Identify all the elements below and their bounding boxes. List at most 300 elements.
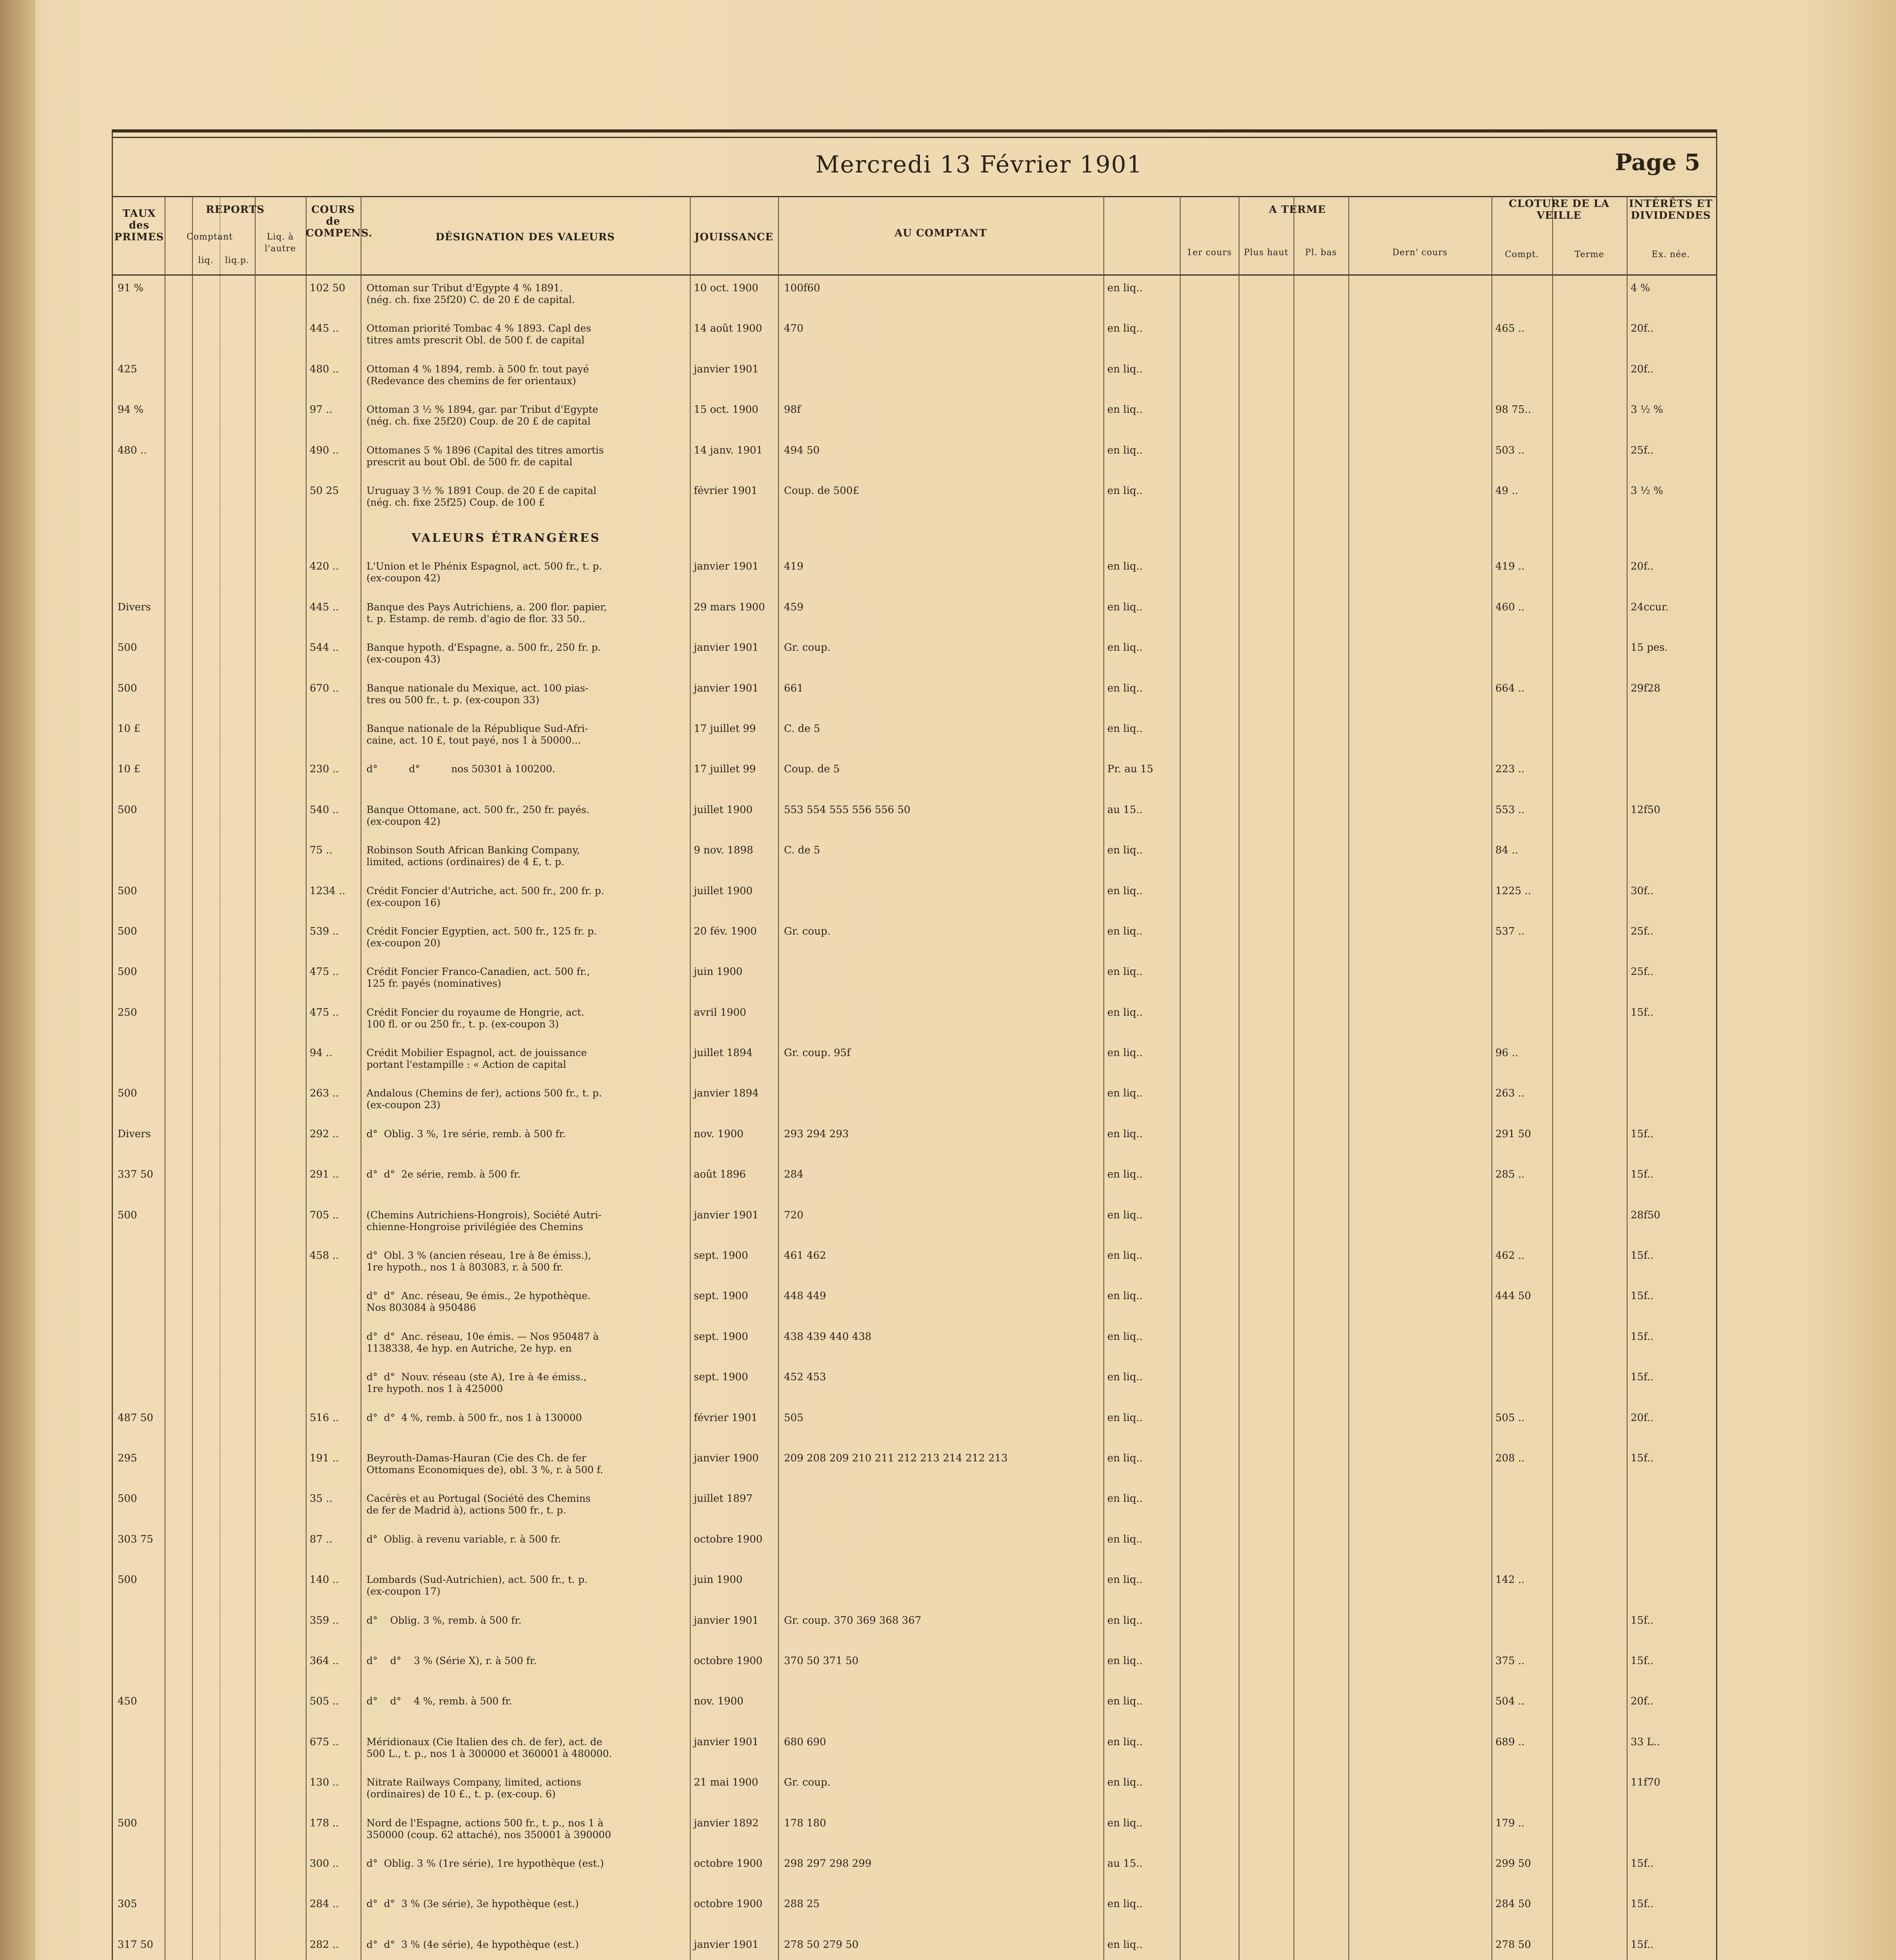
- row-jouissance: juillet 1900: [694, 885, 753, 897]
- row-cours: 130 ..: [310, 1777, 339, 1789]
- header-terme: Terme: [1575, 250, 1604, 260]
- row-cloture-compt: 419 ..: [1495, 561, 1525, 573]
- row-terme-label: en liq..: [1107, 1777, 1143, 1789]
- row-cours: 75 ..: [310, 844, 332, 857]
- table-row: [0, 1452, 1654, 1475]
- row-jouissance: juin 1900: [694, 966, 743, 978]
- row-dividende: 15f..: [1631, 1655, 1654, 1667]
- row-terme-label: en liq..: [1107, 1452, 1143, 1464]
- row-designation: Crédit Foncier Franco-Canadien, act. 500 fr., 125 fr. payés (nominatives): [366, 966, 590, 989]
- row-comptant: 419: [784, 561, 804, 573]
- table-row: [0, 763, 1604, 775]
- row-comptant: 459: [784, 601, 804, 613]
- row-designation: Crédit Foncier Egyptien, act. 500 fr., 125 fr. p. (ex-coupon 20): [366, 925, 597, 949]
- row-jouissance: octobre 1900: [694, 1655, 763, 1667]
- row-terme-label: Pr. au 15: [1107, 763, 1154, 775]
- row-terme-label: en liq..: [1107, 642, 1143, 654]
- row-cloture-compt: 465 ..: [1495, 323, 1525, 335]
- row-cloture-compt: 537 ..: [1495, 925, 1525, 937]
- row-designation: Banque hypoth. d'Espagne, a. 500 fr., 250 fr. p. (ex-coupon 43): [366, 642, 601, 665]
- row-designation: Ottoman sur Tribut d'Egypte 4 % 1891. (nég. ch. fixe 25f20) C. de 20 £ de capital.: [366, 282, 575, 305]
- table-row: [0, 282, 1650, 305]
- row-dividende: 30f..: [1631, 885, 1654, 897]
- header-taux: TAUX des PRIMES: [114, 208, 164, 243]
- row-jouissance: janvier 1901: [694, 1736, 759, 1748]
- row-cloture-compt: 375 ..: [1495, 1655, 1525, 1667]
- row-cloture-compt: 98 75..: [1495, 404, 1531, 416]
- row-terme-label: en liq..: [1107, 1655, 1143, 1667]
- row-cours: 475 ..: [310, 966, 339, 978]
- row-designation: Andalous (Chemins de fer), actions 500 fr., t. p. (ex-coupon 23): [366, 1087, 602, 1111]
- row-cours: 445 ..: [310, 601, 339, 613]
- row-taux: 500: [118, 1209, 137, 1221]
- row-comptant: Coup. de 500£: [784, 485, 859, 497]
- row-comptant: Gr. coup. 95f: [784, 1047, 851, 1059]
- row-jouissance: juillet 1897: [694, 1493, 753, 1505]
- row-designation: d° d° Anc. réseau, 10e émis. — Nos 950487 à 1138338, 4e hyp. en Autriche, 2e hyp. en: [366, 1330, 599, 1354]
- row-terme-label: en liq..: [1107, 885, 1143, 897]
- row-comptant: 293 294 293: [784, 1128, 849, 1140]
- row-comptant: 553 554 555 556 556 50: [784, 804, 911, 816]
- row-comptant: 461 462: [784, 1250, 826, 1262]
- row-taux: 500: [118, 682, 137, 694]
- row-designation: Nord de l'Espagne, actions 500 fr., t. p., nos 1 à 350000 (coup. 62 attaché), nos 350001 à 390000: [366, 1817, 611, 1840]
- row-terme-label: en liq..: [1107, 1412, 1143, 1424]
- row-terme-label: en liq..: [1107, 1087, 1143, 1100]
- row-taux: 91 %: [118, 282, 144, 294]
- row-designation: Méridionaux (Cie Italien des ch. de fer), act. de 500 L., t. p., nos 1 à 300000 et 360001 à 480000.: [366, 1736, 612, 1759]
- row-cloture-compt: 505 ..: [1495, 1412, 1525, 1424]
- row-jouissance: sept. 1900: [694, 1250, 748, 1262]
- row-terme-label: en liq..: [1107, 404, 1143, 416]
- row-jouissance: janvier 1901: [694, 642, 759, 654]
- row-terme-label: en liq..: [1107, 1209, 1143, 1221]
- row-cours: 705 ..: [310, 1209, 339, 1221]
- row-designation: Banque Ottomane, act. 500 fr., 250 fr. payés. (ex-coupon 42): [366, 804, 590, 827]
- table-row: [0, 1209, 1660, 1232]
- running-header-date: Mercredi 13 Février 1901: [815, 151, 1143, 178]
- row-terme-label: en liq..: [1107, 1574, 1143, 1586]
- row-cloture-compt: 49 ..: [1495, 485, 1518, 497]
- table-row: [0, 1087, 1604, 1111]
- row-dividende: 15f..: [1631, 1330, 1654, 1343]
- row-designation: Lombards (Sud-Autrichien), act. 500 fr., t. p. (ex-coupon 17): [366, 1574, 588, 1597]
- row-designation: d° d° 3 % (4e série), 4e hypothèque (est.): [366, 1938, 579, 1950]
- row-dividende: 24ccur.: [1631, 601, 1669, 613]
- row-comptant: 178 180: [784, 1817, 826, 1829]
- row-taux: 500: [118, 1087, 137, 1100]
- row-cours: 675 ..: [310, 1736, 339, 1748]
- row-terme-label: en liq..: [1107, 1169, 1143, 1181]
- row-cloture-compt: 142 ..: [1495, 1574, 1525, 1586]
- row-jouissance: nov. 1900: [694, 1695, 744, 1708]
- row-comptant: 505: [784, 1412, 804, 1424]
- row-dividende: 15f..: [1631, 1857, 1654, 1869]
- row-terme-label: en liq..: [1107, 444, 1143, 456]
- row-jouissance: sept. 1900: [694, 1290, 748, 1302]
- row-taux: 295: [118, 1452, 137, 1464]
- row-comptant: 680 690: [784, 1736, 826, 1748]
- row-cours: 475 ..: [310, 1006, 339, 1018]
- table-row: [0, 682, 1660, 706]
- row-jouissance: février 1901: [694, 485, 758, 497]
- row-designation: Robinson South African Banking Company, limited, actions (ordinaires) de 4 £, t. p.: [366, 844, 580, 868]
- header-rule-top: [112, 196, 1716, 197]
- row-cours: 364 ..: [310, 1655, 339, 1667]
- row-cours: 191 ..: [310, 1452, 339, 1464]
- row-dividende: 20f..: [1631, 323, 1654, 335]
- row-cloture-compt: 179 ..: [1495, 1817, 1525, 1829]
- row-comptant: 494 50: [784, 444, 820, 456]
- row-dividende: 15f..: [1631, 1614, 1654, 1626]
- row-cours: 544 ..: [310, 642, 339, 654]
- row-cours: 263 ..: [310, 1087, 339, 1100]
- row-terme-label: en liq..: [1107, 1736, 1143, 1748]
- row-dividende: 15f..: [1631, 1006, 1654, 1018]
- row-taux: Divers: [118, 1128, 151, 1140]
- row-terme-label: en liq..: [1107, 722, 1143, 735]
- row-jouissance: 29 mars 1900: [694, 601, 765, 613]
- row-taux: 425: [118, 363, 137, 375]
- row-cloture-compt: 84 ..: [1495, 844, 1518, 857]
- row-dividende: 25f..: [1631, 966, 1654, 978]
- row-terme-label: au 15..: [1107, 804, 1143, 816]
- row-terme-label: en liq..: [1107, 1128, 1143, 1140]
- row-cours: 284 ..: [310, 1898, 339, 1910]
- row-jouissance: octobre 1900: [694, 1857, 763, 1869]
- section-title: VALEURS ÉTRANGÈRES: [412, 531, 601, 545]
- row-cours: 516 ..: [310, 1412, 339, 1424]
- row-cours: 445 ..: [310, 323, 339, 335]
- row-taux: 250: [118, 1006, 137, 1018]
- row-taux: 500: [118, 642, 137, 654]
- row-dividende: 20f..: [1631, 363, 1654, 375]
- row-cloture-compt: 504 ..: [1495, 1695, 1525, 1708]
- row-jouissance: août 1896: [694, 1169, 746, 1181]
- row-cours: 230 ..: [310, 763, 339, 775]
- row-taux: 500: [118, 885, 137, 897]
- header-ex: Ex. née.: [1651, 250, 1690, 260]
- header-cloture: CLOTURE DE LA VEILLE: [1509, 198, 1609, 221]
- row-cloture-compt: 553 ..: [1495, 804, 1525, 816]
- row-cloture-compt: 208 ..: [1495, 1452, 1525, 1464]
- row-cloture-compt: 299 50: [1495, 1857, 1531, 1869]
- row-comptant: 720: [784, 1209, 804, 1221]
- row-terme-label: en liq..: [1107, 1938, 1143, 1951]
- row-cours: 670 ..: [310, 682, 339, 694]
- row-designation: d° d° 4 %, remb. à 500 fr., nos 1 à 130000: [366, 1412, 582, 1423]
- row-designation: Nitrate Railways Company, limited, actions (ordinaires) de 10 £., t. p. (ex-coup. 6): [366, 1777, 582, 1800]
- row-comptant: 470: [784, 323, 804, 335]
- header-designation: DÉSIGNATION DES VALEURS: [435, 231, 615, 243]
- row-designation: d° d° nos 50301 à 100200.: [366, 763, 555, 775]
- row-jouissance: janvier 1901: [694, 363, 759, 375]
- row-cours: 1234 ..: [310, 885, 345, 897]
- row-cours: 359 ..: [310, 1614, 339, 1626]
- row-cours: 102 50: [310, 282, 345, 294]
- row-designation: Ottomanes 5 % 1896 (Capital des titres amortis prescrit au bout Obl. de 500 fr. de capital: [366, 444, 604, 468]
- table-row: [0, 1128, 1654, 1140]
- row-terme-label: en liq..: [1107, 282, 1143, 294]
- row-jouissance: 14 août 1900: [694, 323, 762, 335]
- row-cloture-compt: 689 ..: [1495, 1736, 1525, 1748]
- row-designation: Ottoman 4 % 1894, remb. à 500 fr. tout payé (Redevance des chemins de fer orientaux): [366, 363, 589, 387]
- row-dividende: 20f..: [1631, 1695, 1654, 1708]
- row-jouissance: 9 nov. 1898: [694, 844, 753, 857]
- row-comptant: 370 50 371 50: [784, 1655, 859, 1667]
- row-comptant: 438 439 440 438: [784, 1330, 872, 1343]
- row-taux: 10 £: [118, 722, 140, 735]
- row-jouissance: janvier 1901: [694, 1614, 759, 1626]
- row-cours: 140 ..: [310, 1574, 339, 1586]
- row-taux: 337 50: [118, 1169, 153, 1181]
- row-taux: 500: [118, 925, 137, 937]
- row-taux: 500: [118, 804, 137, 816]
- row-comptant: C. de 5: [784, 722, 820, 735]
- row-jouissance: 10 oct. 1900: [694, 282, 758, 294]
- row-designation: (Chemins Autrichiens-Hongrois), Société Autri- chienne-Hongroise privilégiée des Chemins: [366, 1209, 602, 1232]
- row-comptant: 452 453: [784, 1371, 826, 1383]
- row-designation: Cacérès et au Portugal (Société des Chemins de fer de Madrid à), actions 500 fr., t. p.: [366, 1493, 591, 1516]
- row-designation: Banque nationale du Mexique, act. 100 pias- tres ou 500 fr., t. p. (ex-coupon 33): [366, 682, 589, 706]
- row-designation: Uruguay 3 ½ % 1891 Coup. de 20 £ de capital (nég. ch. fixe 25f25) Coup. de 100 £: [366, 485, 597, 508]
- row-terme-label: en liq..: [1107, 561, 1143, 573]
- row-comptant: 298 297 298 299: [784, 1857, 872, 1869]
- row-jouissance: janvier 1901: [694, 561, 759, 573]
- row-jouissance: sept. 1900: [694, 1371, 748, 1383]
- row-cloture-compt: 223 ..: [1495, 763, 1525, 775]
- row-comptant: C. de 5: [784, 844, 820, 857]
- row-dividende: 29f28: [1631, 682, 1660, 694]
- row-taux: 500: [118, 966, 137, 978]
- row-terme-label: en liq..: [1107, 1493, 1143, 1505]
- row-dividende: 15f..: [1631, 1169, 1654, 1181]
- row-cours: 420 ..: [310, 561, 339, 573]
- row-dividende: 12f50: [1631, 804, 1660, 816]
- header-liq-p: liq.p.: [225, 256, 250, 265]
- row-terme-label: au 15..: [1107, 1857, 1143, 1869]
- row-dividende: 15 pes.: [1631, 642, 1668, 654]
- table-row: [0, 1695, 1654, 1708]
- row-comptant: 448 449: [784, 1290, 826, 1302]
- row-dividende: 15f..: [1631, 1290, 1654, 1302]
- table-row: [0, 844, 1604, 868]
- row-dividende: 15f..: [1631, 1371, 1654, 1383]
- row-comptant: 278 50 279 50: [784, 1938, 859, 1951]
- row-designation: d° Oblig. 3 %, remb. à 500 fr.: [366, 1614, 522, 1626]
- row-comptant: 98f: [784, 404, 801, 416]
- row-terme-label: en liq..: [1107, 1371, 1143, 1383]
- row-jouissance: avril 1900: [694, 1006, 746, 1018]
- row-comptant: 209 208 209 210 211 212 213 214 212 213: [784, 1452, 1008, 1464]
- row-designation: d° Obl. 3 % (ancien réseau, 1re à 8e émiss.), 1re hypoth., nos 1 à 803083, r. à 500 fr.: [366, 1250, 591, 1273]
- row-comptant: 288 25: [784, 1898, 820, 1910]
- row-cloture-compt: 278 50: [1495, 1938, 1531, 1951]
- row-dividende: 3 ½ %: [1631, 485, 1663, 497]
- row-designation: Beyrouth-Damas-Hauran (Cie des Ch. de fer Ottomans Economiques de), obl. 3 %, r. à 500 f.: [366, 1452, 603, 1475]
- row-designation: d° d° 2e série, remb. à 500 fr.: [366, 1169, 521, 1180]
- row-cours: 458 ..: [310, 1250, 339, 1262]
- row-taux: 500: [118, 1817, 137, 1829]
- row-terme-label: en liq..: [1107, 1614, 1143, 1626]
- row-designation: Crédit Foncier d'Autriche, act. 500 fr., 200 fr. p. (ex-coupon 16): [366, 885, 604, 908]
- row-terme-label: en liq..: [1107, 844, 1143, 857]
- header-cours: COURS de COMPENS.: [306, 204, 373, 239]
- row-cours: 50 25: [310, 485, 339, 497]
- row-dividende: 25f..: [1631, 925, 1654, 937]
- row-taux: 303 75: [118, 1533, 153, 1545]
- row-jouissance: nov. 1900: [694, 1128, 744, 1140]
- binding-spine: [0, 0, 35, 1960]
- row-terme-label: en liq..: [1107, 1006, 1143, 1018]
- row-terme-label: en liq..: [1107, 1250, 1143, 1262]
- row-jouissance: janvier 1901: [694, 1938, 759, 1951]
- row-terme-label: en liq..: [1107, 682, 1143, 694]
- header-dernier-cours: Dern' cours: [1392, 248, 1448, 258]
- page-number: Page 5: [1615, 149, 1700, 176]
- table-row: [0, 1736, 1660, 1759]
- row-jouissance: 21 mai 1900: [694, 1777, 758, 1789]
- row-jouissance: juillet 1894: [694, 1047, 753, 1059]
- row-designation: L'Union et le Phénix Espagnol, act. 500 fr., t. p. (ex-coupon 42): [366, 561, 602, 584]
- row-jouissance: sept. 1900: [694, 1330, 748, 1343]
- row-cours: 97 ..: [310, 404, 332, 416]
- header-premier-cours: 1er cours: [1187, 248, 1232, 258]
- row-taux: Divers: [118, 601, 151, 613]
- row-cloture-compt: 462 ..: [1495, 1250, 1525, 1262]
- row-jouissance: juillet 1900: [694, 804, 753, 816]
- row-comptant: Gr. coup. 370 369 368 367: [784, 1614, 922, 1626]
- row-designation: Crédit Mobilier Espagnol, act. de jouissance portant l'estampille : « Action de capital: [366, 1047, 587, 1071]
- row-terme-label: en liq..: [1107, 1533, 1143, 1545]
- row-taux: 317 50: [118, 1938, 153, 1951]
- row-taux: 305: [118, 1898, 137, 1910]
- header-au-comptant: AU COMPTANT: [894, 227, 987, 239]
- row-designation: d° d° Anc. réseau, 9e émis., 2e hypothèque. Nos 803084 à 950486: [366, 1290, 591, 1314]
- row-dividende: 33 L..: [1631, 1736, 1660, 1748]
- row-taux: 94 %: [118, 404, 144, 416]
- row-jouissance: janvier 1901: [694, 1209, 759, 1221]
- row-taux: 10 £: [118, 763, 140, 775]
- row-taux: 500: [118, 1493, 137, 1505]
- row-cours: 300 ..: [310, 1857, 339, 1869]
- row-jouissance: janvier 1894: [694, 1087, 759, 1100]
- row-taux: 500: [118, 1574, 137, 1586]
- row-designation: Crédit Foncier du royaume de Hongrie, act. 100 fl. or ou 250 fr., t. p. (ex-coupon 3): [366, 1006, 584, 1030]
- row-designation: d° Oblig. 3 % (1re série), 1re hypothèque (est.): [366, 1857, 604, 1869]
- row-terme-label: en liq..: [1107, 966, 1143, 978]
- row-dividende: 15f..: [1631, 1938, 1654, 1951]
- table-row: [0, 601, 1669, 624]
- row-cours: 87 ..: [310, 1533, 332, 1545]
- row-dividende: 20f..: [1631, 561, 1654, 573]
- row-terme-label: en liq..: [1107, 363, 1143, 375]
- row-cours: 539 ..: [310, 925, 339, 937]
- row-terme-label: en liq..: [1107, 925, 1143, 937]
- header-plus-bas: Pl. bas: [1305, 248, 1337, 258]
- row-designation: d° Oblig. à revenu variable, r. à 500 fr.: [366, 1533, 561, 1545]
- row-designation: Banque nationale de la République Sud-Afri- caine, act. 10 £, tout payé, nos 1 à 50000...: [366, 722, 588, 746]
- row-comptant: 100f60: [784, 282, 820, 294]
- row-cloture-compt: 96 ..: [1495, 1047, 1518, 1059]
- row-dividende: 3 ½ %: [1631, 404, 1663, 416]
- header-plus-haut: Plus haut: [1244, 248, 1288, 258]
- table-row: [0, 363, 1654, 387]
- row-cours: 480 ..: [310, 363, 339, 375]
- row-cours: 94 ..: [310, 1047, 332, 1059]
- row-jouissance: 17 juillet 99: [694, 722, 756, 735]
- row-designation: d° d° 3 % (Série X), r. à 500 fr.: [366, 1655, 537, 1666]
- row-cloture-compt: 285 ..: [1495, 1169, 1525, 1181]
- row-terme-label: en liq..: [1107, 1817, 1143, 1829]
- header-compt: Compt.: [1505, 250, 1539, 260]
- row-designation: d° d° 4 %, remb. à 500 fr.: [366, 1695, 512, 1707]
- row-jouissance: janvier 1901: [694, 682, 759, 694]
- row-dividende: 28f50: [1631, 1209, 1660, 1221]
- row-jouissance: octobre 1900: [694, 1533, 763, 1545]
- row-comptant: Gr. coup.: [784, 1777, 831, 1789]
- row-designation: d° d° 3 % (3e série), 3e hypothèque (est.): [366, 1898, 579, 1910]
- row-cours: 291 ..: [310, 1169, 339, 1181]
- row-terme-label: en liq..: [1107, 1047, 1143, 1059]
- row-dividende: 25f..: [1631, 444, 1654, 456]
- header-comptant: Comptant: [187, 232, 233, 242]
- row-cours: 540 ..: [310, 804, 339, 816]
- row-cloture-compt: 664 ..: [1495, 682, 1525, 694]
- row-designation: Ottoman 3 ½ % 1894, gar. par Tribut d'Egypte (nég. ch. fixe 25f20) Coup. de 20 £ de capital: [366, 404, 599, 427]
- row-jouissance: 14 janv. 1901: [694, 444, 763, 456]
- header-interets: INTÉRÊTS ET DIVIDENDES: [1629, 198, 1713, 221]
- row-dividende: 15f..: [1631, 1898, 1654, 1910]
- row-taux: 450: [118, 1695, 137, 1708]
- row-terme-label: en liq..: [1107, 485, 1143, 497]
- row-dividende: 20f..: [1631, 1412, 1654, 1424]
- row-cours: 35 ..: [310, 1493, 332, 1505]
- row-jouissance: 17 juillet 99: [694, 763, 756, 775]
- row-taux: 487 50: [118, 1412, 153, 1424]
- row-comptant: Coup. de 5: [784, 763, 840, 775]
- row-designation: d° d° Nouv. réseau (ste A), 1re à 4e émiss., 1re hypoth. nos 1 à 425000: [366, 1371, 587, 1395]
- row-comptant: 661: [784, 682, 804, 694]
- row-cloture-compt: 1225 ..: [1495, 885, 1531, 897]
- table-row: [0, 885, 1654, 908]
- row-terme-label: en liq..: [1107, 1695, 1143, 1708]
- row-cours: 292 ..: [310, 1128, 339, 1140]
- table-row: [0, 1371, 1654, 1395]
- row-terme-label: en liq..: [1107, 1290, 1143, 1302]
- row-cloture-compt: 284 50: [1495, 1898, 1531, 1910]
- row-jouissance: janvier 1900: [694, 1452, 759, 1464]
- row-dividende: 11f70: [1631, 1777, 1660, 1789]
- row-dividende: 4 %: [1631, 282, 1650, 294]
- header-liq-autre: Liq. à l'autre: [265, 232, 296, 254]
- row-jouissance: janvier 1892: [694, 1817, 759, 1829]
- row-dividende: 15f..: [1631, 1452, 1654, 1464]
- row-terme-label: en liq..: [1107, 601, 1143, 613]
- header-jouissance: JOUISSANCE: [694, 231, 774, 243]
- row-jouissance: juin 1900: [694, 1574, 743, 1586]
- header-a-terme: A TERME: [1269, 204, 1326, 216]
- header-reports: REPORTS: [206, 204, 265, 216]
- row-comptant: Gr. coup.: [784, 642, 831, 654]
- header-rule-bottom: [112, 274, 1716, 276]
- row-cours: 505 ..: [310, 1695, 339, 1708]
- row-jouissance: 15 oct. 1900: [694, 404, 758, 416]
- row-taux: 480 ..: [118, 444, 147, 456]
- row-comptant: Gr. coup.: [784, 925, 831, 937]
- row-jouissance: février 1901: [694, 1412, 758, 1424]
- row-cloture-compt: 460 ..: [1495, 601, 1525, 613]
